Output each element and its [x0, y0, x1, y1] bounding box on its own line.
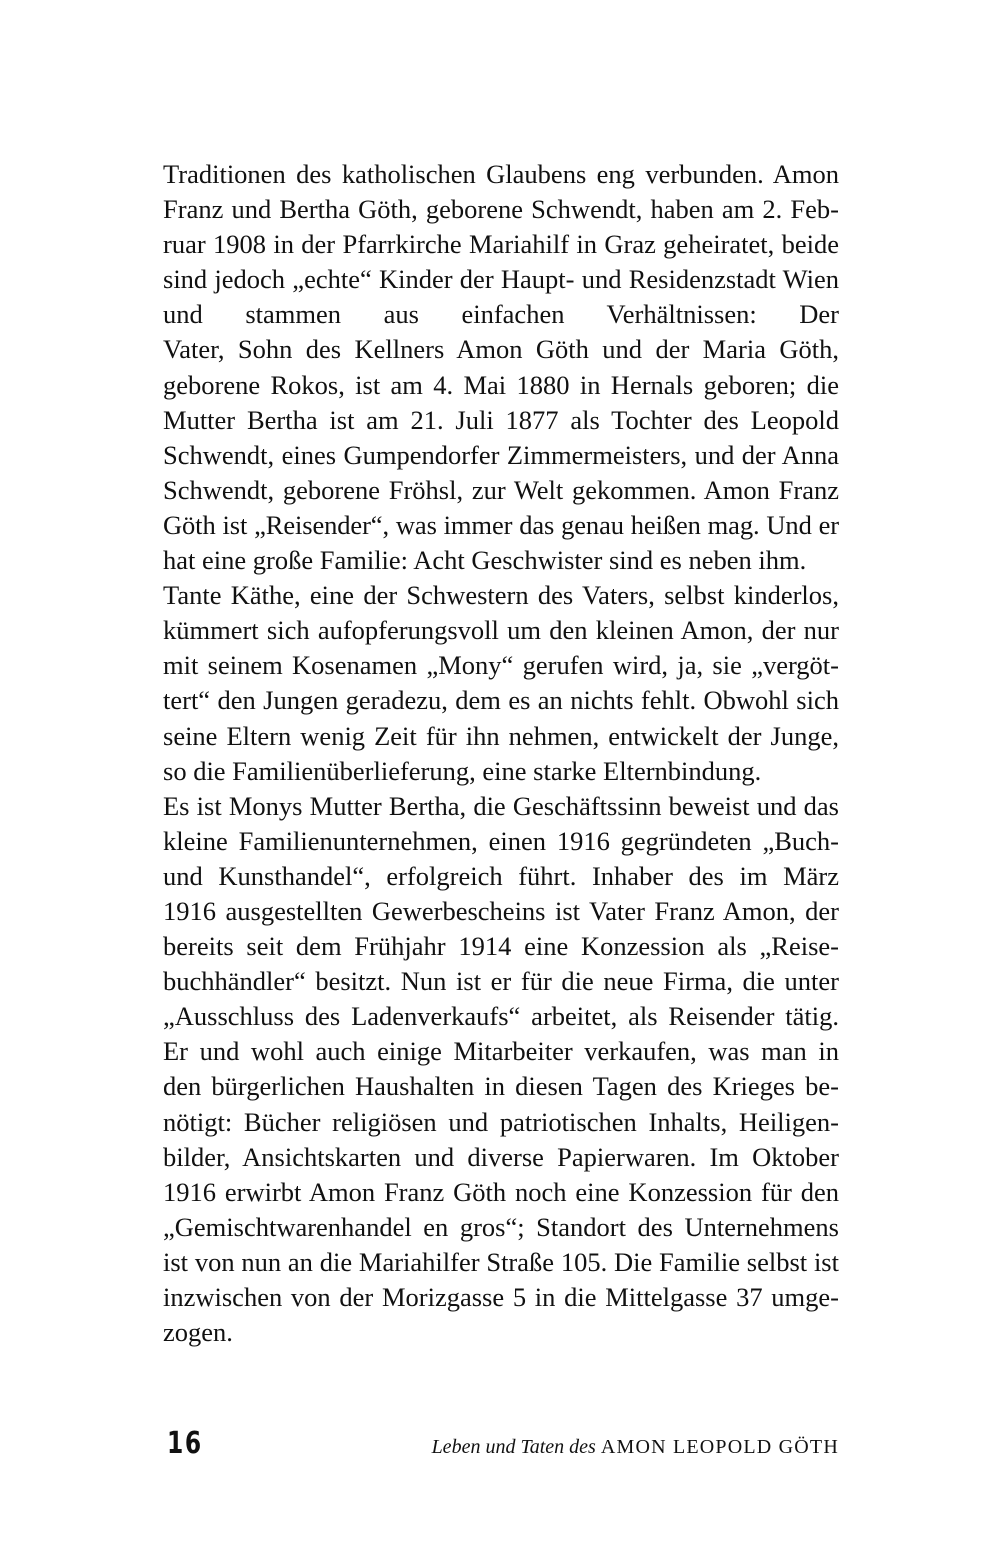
text-line: Mutter Bertha ist am 21. Juli 1877 als Tochter des Leopold: [163, 404, 839, 435]
running-head-title: AMON LEOPOLD GÖTH: [600, 1436, 839, 1458]
text-line: sind jedoch „echte“ Kinder der Haupt- und Residenzstadt Wien: [163, 264, 839, 295]
text-line: bilder, Ansichtskarten und diverse Papierwaren. Im Oktober: [163, 1141, 839, 1172]
text-line: ist von nun an die Mariahilfer Straße 105. Die Familie selbst ist: [163, 1246, 839, 1277]
text-line: so die Familienüberlieferung, eine starke Elternbindung.: [163, 755, 762, 786]
text-line: Schwendt, geborene Fröhsl, zur Welt gekommen. Amon Franz: [163, 474, 839, 505]
text-line: Franz und Bertha Göth, geborene Schwendt, haben am 2. Feb-: [163, 194, 839, 225]
text-line: und Kunsthandel“, erfolgreich führt. Inhaber des im März: [163, 860, 839, 891]
page-number: 16: [167, 1426, 203, 1461]
text-line: tert“ den Jungen geradezu, dem es an nichts fehlt. Obwohl sich: [163, 685, 839, 716]
text-line: Göth ist „Reisender“, was immer das genau heißen mag. Und er: [163, 509, 839, 540]
text-line: bereits seit dem Frühjahr 1914 eine Konzession als „Reise-: [163, 931, 839, 962]
text-line: 1916 ausgestellten Gewerbescheins ist Vater Franz Amon, der: [163, 895, 839, 926]
text-line: zogen.: [163, 1317, 233, 1348]
text-line: seine Eltern wenig Zeit für ihn nehmen, entwickelt der Junge,: [163, 720, 839, 751]
text-line: inzwischen von der Morizgasse 5 in die Mittelgasse 37 umge-: [163, 1282, 839, 1312]
text-line: mit seinem Kosenamen „Mony“ gerufen wird, ja, sie „vergöt-: [163, 650, 839, 681]
text-line: Er und wohl auch einige Mitarbeiter verkaufen, was man in: [163, 1036, 839, 1067]
text-line: geborene Rokos, ist am 4. Mai 1880 in Hernals geboren; die: [163, 369, 839, 400]
text-line: hat eine große Familie: Acht Geschwister sind es neben ihm.: [163, 545, 807, 576]
text-line: 1916 erwirbt Amon Franz Göth noch eine Konzession für den: [163, 1176, 839, 1207]
text-line: nötigt: Bücher religiösen und patriotischen Inhalts, Heiligen-: [163, 1106, 839, 1137]
text-line: Tante Käthe, eine der Schwestern des Vaters, selbst kinderlos,: [163, 580, 839, 611]
text-line: Schwendt, eines Gumpendorfer Zimmermeisters, und der Anna: [163, 439, 839, 470]
text-line: Traditionen des katholischen Glaubens eng verbunden. Amon: [163, 159, 839, 189]
text-line: Vater, Sohn des Kellners Amon Göth und der Maria Göth,: [163, 334, 839, 365]
text-line: „Ausschluss des Ladenverkaufs“ arbeitet, als Reisender tätig.: [163, 1001, 839, 1032]
text-line: kleine Familienunternehmen, einen 1916 gegründeten „Buch-: [163, 825, 839, 856]
text-line: und stammen aus einfachen Verhältnissen: Der: [163, 299, 839, 330]
text-line: den bürgerlichen Haushalten in diesen Tagen des Krieges be-: [163, 1071, 839, 1102]
text-line: ruar 1908 in der Pfarrkirche Mariahilf in Graz geheiratet, beide: [163, 229, 839, 260]
page-footer: [163, 1420, 839, 1470]
text-line: Es ist Monys Mutter Bertha, die Geschäftssinn beweist und das: [163, 790, 839, 821]
running-head-italic: Leben und Taten des: [431, 1436, 596, 1458]
text-line: buchhändler“ besitzt. Nun ist er für die neue Firma, die unter: [163, 966, 839, 997]
running-head: [432, 1432, 839, 1462]
text-line: „Gemischtwarenhandel en gros“; Standort des Unternehmens: [163, 1211, 839, 1242]
body-text: [163, 157, 839, 1350]
text-line: kümmert sich aufopferungsvoll um den kleinen Amon, der nur: [163, 615, 839, 646]
